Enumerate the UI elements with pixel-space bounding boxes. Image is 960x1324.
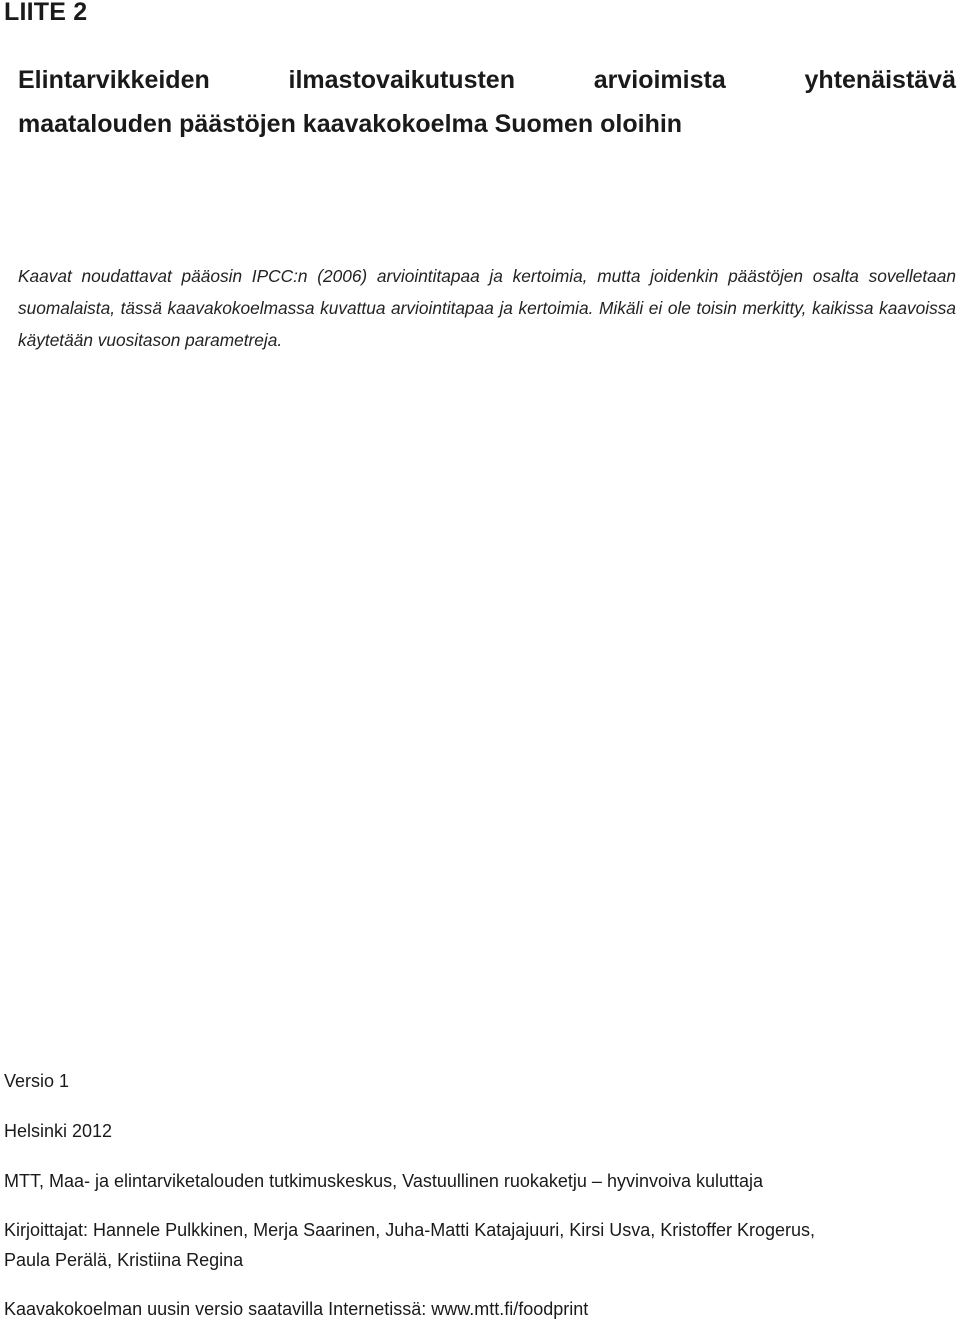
availability-line bbox=[4, 1294, 588, 1324]
organization-line: MTT, Maa- ja elintarviketalouden tutkimuskeskus, Vastuullinen ruokaketju – hyvinvoiva kuluttaja bbox=[4, 1171, 764, 1191]
title-word: arvioimista bbox=[593, 66, 726, 94]
title-line-1 bbox=[18, 58, 956, 102]
title-word: yhtenäistävä bbox=[804, 66, 956, 94]
title-word: ilmastovaikutusten bbox=[288, 66, 515, 94]
version-line: Versio 1 bbox=[4, 1071, 70, 1091]
title-line-2: maatalouden päästöjen kaavakokoelma Suomen oloihin bbox=[18, 110, 683, 138]
appendix-label: LIITE 2 bbox=[4, 0, 88, 26]
authors-line-2: Paula Perälä, Kristiina Regina bbox=[4, 1250, 244, 1270]
authors-line-1: Kirjoittajat: Hannele Pulkkinen, Merja Saarinen, Juha-Matti Katajajuuri, Kirsi Usva, Kristoffer Krogerus, bbox=[4, 1220, 816, 1240]
availability-link[interactable]: www.mtt.fi/foodprint bbox=[431, 1299, 589, 1319]
intro-paragraph: Kaavat noudattavat pääosin IPCC:n (2006) arviointitapaa ja kertoimia, mutta joidenkin päästöjen osalta sovelletaan suomalaista, tässä kaavakokoelmassa kuvattua arviointitapaa ja kertoimia. Mikäli ei ole toisin merkitty, kaikissa kaavoissa käytetään vuositason parametreja. bbox=[18, 266, 956, 350]
title-word: Elintarvikkeiden bbox=[18, 66, 210, 94]
place-year-line: Helsinki 2012 bbox=[4, 1121, 113, 1141]
document-title bbox=[18, 58, 956, 146]
availability-prefix: Kaavakokoelman uusin versio saatavilla Internetissä: bbox=[4, 1299, 432, 1319]
